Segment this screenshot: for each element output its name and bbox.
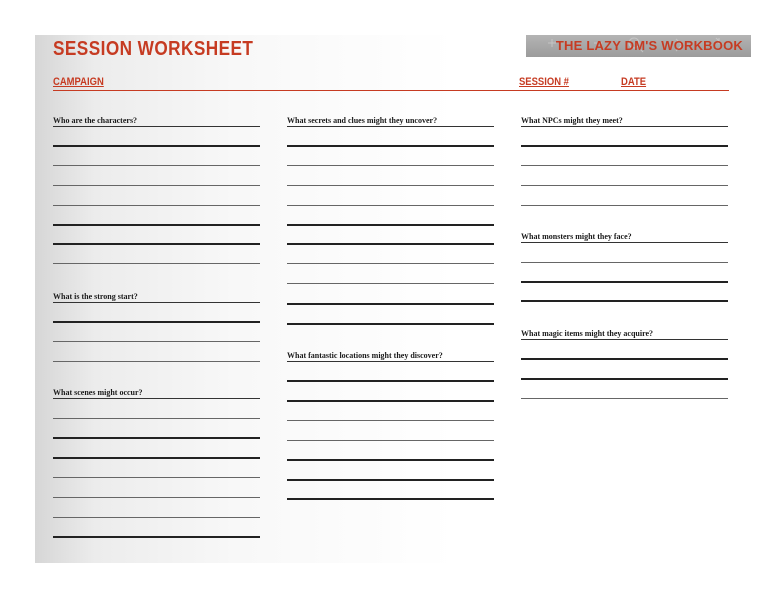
answer-line[interactable] <box>53 497 260 498</box>
answer-line[interactable] <box>53 185 260 186</box>
question-scenes: What scenes might occur? <box>53 388 143 397</box>
answer-line[interactable] <box>287 263 494 264</box>
answer-line[interactable] <box>53 341 260 342</box>
date-label: DATE <box>621 76 647 88</box>
answer-line[interactable] <box>287 420 494 421</box>
answer-line[interactable] <box>287 400 494 402</box>
brand-banner <box>526 35 751 57</box>
question-underline <box>521 242 728 243</box>
answer-line[interactable] <box>521 378 728 380</box>
answer-line[interactable] <box>53 361 260 362</box>
answer-line[interactable] <box>53 418 260 419</box>
answer-line[interactable] <box>53 145 260 147</box>
answer-line[interactable] <box>521 205 728 206</box>
answer-line[interactable] <box>53 243 260 245</box>
answer-line[interactable] <box>53 321 260 323</box>
answer-line[interactable] <box>53 263 260 264</box>
answer-line[interactable] <box>521 165 728 166</box>
answer-line[interactable] <box>287 479 494 481</box>
answer-line[interactable] <box>53 536 260 538</box>
header-rule <box>53 90 729 91</box>
question-characters: Who are the characters? <box>53 116 138 125</box>
question-secrets: What secrets and clues might they uncover? <box>287 116 438 125</box>
answer-line[interactable] <box>521 300 728 302</box>
answer-line[interactable] <box>521 262 728 263</box>
answer-line[interactable] <box>287 283 494 284</box>
answer-line[interactable] <box>53 477 260 478</box>
question-underline <box>53 398 260 399</box>
answer-line[interactable] <box>287 185 494 186</box>
brand-name: THE LAZY DM'S WORKBOOK <box>555 38 743 53</box>
question-underline <box>53 126 260 127</box>
answer-line[interactable] <box>521 185 728 186</box>
question-monsters: What monsters might they face? <box>521 232 632 241</box>
answer-line[interactable] <box>287 303 494 305</box>
question-underline <box>521 126 728 127</box>
question-npcs: What NPCs might they meet? <box>521 116 623 125</box>
answer-line[interactable] <box>53 437 260 439</box>
answer-line[interactable] <box>287 205 494 206</box>
answer-line[interactable] <box>287 165 494 166</box>
answer-line[interactable] <box>287 224 494 226</box>
question-underline <box>521 339 728 340</box>
answer-line[interactable] <box>287 459 494 461</box>
question-strong-start: What is the strong start? <box>53 292 138 301</box>
page-title: SESSION WORKSHEET <box>53 38 254 60</box>
answer-line[interactable] <box>53 517 260 518</box>
answer-line[interactable] <box>53 224 260 226</box>
answer-line[interactable] <box>53 165 260 166</box>
answer-line[interactable] <box>53 457 260 459</box>
answer-line[interactable] <box>521 358 728 360</box>
question-underline <box>53 302 260 303</box>
answer-line[interactable] <box>521 145 728 147</box>
answer-line[interactable] <box>521 281 728 283</box>
question-locations: What fantastic locations might they discover? <box>287 351 443 360</box>
question-magic-items: What magic items might they acquire? <box>521 329 654 338</box>
campaign-label: CAMPAIGN <box>53 76 104 88</box>
question-underline <box>287 361 494 362</box>
answer-line[interactable] <box>53 205 260 206</box>
answer-line[interactable] <box>287 323 494 325</box>
answer-line[interactable] <box>287 380 494 382</box>
answer-line[interactable] <box>287 145 494 147</box>
session-number-label: SESSION # <box>519 76 569 88</box>
answer-line[interactable] <box>287 498 494 500</box>
question-underline <box>287 126 494 127</box>
answer-line[interactable] <box>287 440 494 441</box>
answer-line[interactable] <box>521 398 728 399</box>
answer-line[interactable] <box>287 243 494 245</box>
